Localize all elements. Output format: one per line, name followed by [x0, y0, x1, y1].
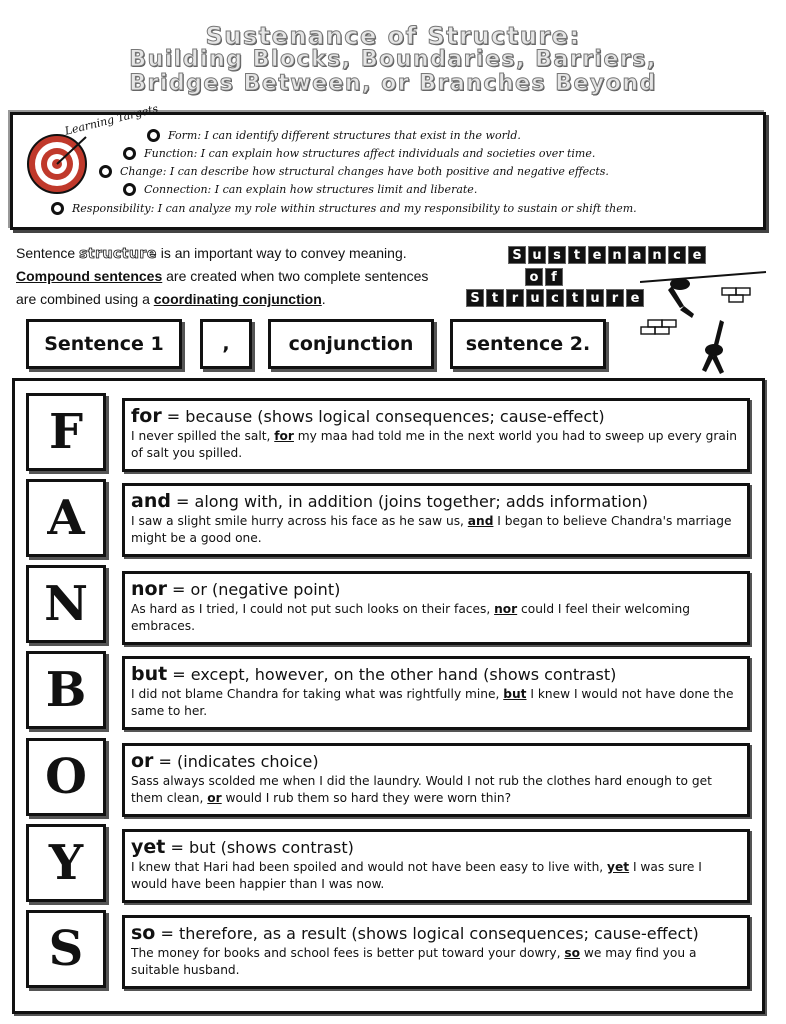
conjunction-word: and — [131, 490, 171, 512]
intro-line-2: Compound sentences are created when two complete sentences — [16, 268, 429, 284]
example-sentence: I knew that Hari had been spoiled and would not have been easy to live with, yet I was sure I would have been happier than I was now. — [131, 860, 702, 891]
target-item-form: Form: I can identify different structures that exist in the world. — [147, 129, 521, 142]
formula-sentence-2: sentence 2. — [450, 319, 606, 369]
bullet-circle-icon — [123, 147, 136, 160]
target-item-responsibility: Responsibility: I can analyze my role within structures and my responsibility to sustain or shift them. — [51, 202, 637, 215]
fanboys-letter-f: F — [26, 393, 106, 471]
target-item-change: Change: I can describe how structural changes have both positive and negative effects. — [99, 165, 609, 178]
conjunction-meaning: = along with, in addition (joins together; adds information) — [170, 492, 649, 511]
fanboys-def-yet — [122, 829, 750, 903]
target-item-function: Function: I can explain how structures affect individuals and societies over time. — [123, 147, 595, 160]
formula-comma: , — [200, 319, 252, 369]
conjunction-word: for — [131, 405, 162, 427]
example-sentence: The money for books and school fees is better put toward your dowry, so we may find you a suitable husband. — [131, 946, 697, 977]
learning-targets-label: Learning Targets — [63, 102, 160, 138]
bullet-circle-icon — [123, 183, 136, 196]
target-icon — [26, 133, 88, 195]
fanboys-def-so — [122, 915, 750, 989]
fanboys-letter-b: B — [26, 651, 106, 729]
formula-conjunction: conjunction — [268, 319, 434, 369]
logo-tiles-row-3: S t r u c t u r e — [466, 289, 646, 307]
learning-targets-box — [10, 102, 766, 230]
target-item-connection: Connection: I can explain how structures limit and liberate. — [123, 183, 477, 196]
fanboys-letter-o: O — [26, 738, 106, 816]
intro-line-3: are combined using a coordinating conjunction. — [16, 291, 326, 307]
conjunction-meaning: = except, however, on the other hand (shows contrast) — [167, 665, 617, 684]
conjunction-word: yet — [131, 836, 166, 858]
example-sentence: I saw a slight smile hurry across his face as he saw us, and I began to believe Chandra's marriage might be a good one. — [131, 514, 732, 545]
conjunction-meaning: = but (shows contrast) — [165, 838, 354, 857]
formula-sentence-1: Sentence 1 — [26, 319, 182, 369]
conjunction-word: but — [131, 663, 168, 685]
example-sentence: I did not blame Chandra for taking what was rightfully mine, but I knew I would not have done the same to her. — [131, 687, 734, 718]
conjunction-word: so — [131, 922, 156, 944]
logo-tiles-row-2: o f — [525, 268, 565, 286]
fanboys-letter-s: S — [26, 910, 106, 988]
worksheet-title-line-2: Building Blocks, Boundaries, Barriers, — [129, 47, 657, 72]
fanboys-def-nor — [122, 571, 750, 645]
bullet-circle-icon — [147, 129, 160, 142]
bullet-circle-icon — [51, 202, 64, 215]
intro-line-1: Sentence structure is an important way to convey meaning. — [16, 245, 407, 262]
fanboys-def-and — [122, 483, 750, 557]
fanboys-def-or — [122, 743, 750, 817]
example-sentence: Sass always scolded me when I did the laundry. Would I not rub the clothes hard enough to get them clean, or would I rub them so hard they were worn thin? — [131, 774, 712, 805]
logo-tiles-row-1: S u s t e n a n c e — [508, 246, 708, 264]
fanboys-letter-y: Y — [26, 824, 106, 902]
bullet-circle-icon — [99, 165, 112, 178]
example-sentence: I never spilled the salt, for my maa had told me in the next world you had to sweep up every grain of salt you spilled. — [131, 429, 737, 460]
conjunction-meaning: = (indicates choice) — [153, 752, 319, 771]
worksheet-title-line-1: Sustenance of Structure: — [205, 22, 581, 50]
example-sentence: As hard as I tried, I could not put such looks on their faces, nor could I feel their welcoming embraces. — [131, 602, 690, 633]
worksheet-title-line-3: Bridges Between, or Branches Beyond — [129, 71, 657, 96]
conjunction-word: nor — [131, 578, 167, 600]
fanboys-letter-a: A — [26, 479, 106, 557]
conjunction-meaning: = or (negative point) — [166, 580, 341, 599]
fanboys-def-for — [122, 398, 750, 472]
conjunction-word: or — [131, 750, 154, 772]
conjunction-meaning: = because (shows logical consequences; cause-effect) — [161, 407, 605, 426]
conjunction-meaning: = therefore, as a result (shows logical consequences; cause-effect) — [155, 924, 699, 943]
fanboys-def-but — [122, 656, 750, 730]
fanboys-letter-n: N — [26, 565, 106, 643]
climbers-illustration-icon — [640, 262, 768, 380]
